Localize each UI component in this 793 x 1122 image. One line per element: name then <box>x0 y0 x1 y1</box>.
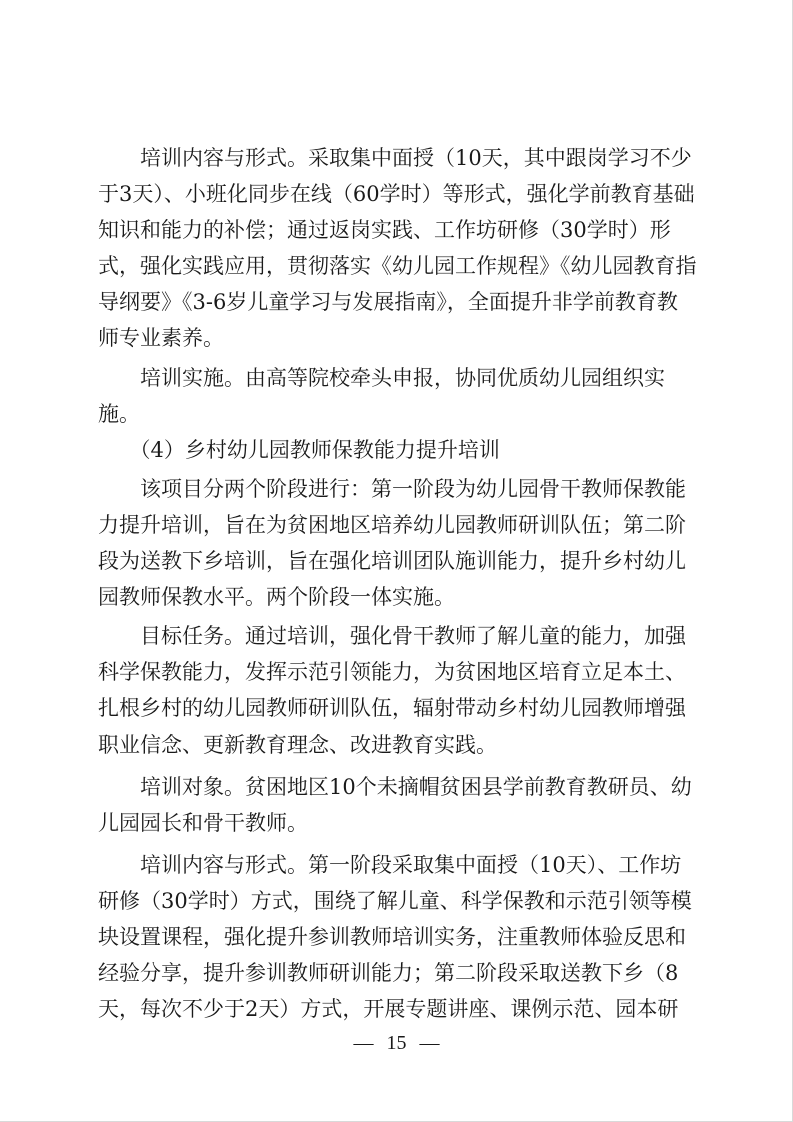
paragraph-training-content-form-2: 培训内容与形式。第一阶段采取集中面授（10天）、工作坊研修（30学时）方式，围绕了解儿童、科学保教和示范引领等模块设置课程，强化提升参训教师培训实务，注重教师体验反思和经验分享，提升参训教师研训能力；第二阶段采取送教下乡（8天，每次不少于2天）方式，开展专题讲座、课例示范、园本研 <box>98 852 692 1022</box>
page-footer <box>0 1032 793 1055</box>
footer-dash-right: — <box>419 1032 440 1054</box>
page-number: 15 <box>386 1032 407 1054</box>
document-body <box>98 140 698 1027</box>
paragraph-training-content-form: 培训内容与形式。采取集中面授（10天，其中跟岗学习不少于3天）、小班化同步在线（60学时）等形式，强化学前教育基础知识和能力的补偿；通过返岗实践、工作坊研修（30学时）形式，强化实践应用，贯彻落实《幼儿园工作规程》《幼儿园教育指导纲要》《3-6岁儿童学习与发展指南》，全面提升非学前教育教师专业素养。 <box>98 146 697 351</box>
section-heading-rural-kindergarten-training: （4）乡村幼儿园教师保教能力提升培训 <box>98 437 500 462</box>
paragraph-training-implementation: 培训实施。由高等院校牵头申报，协同优质幼儿园组织实施。 <box>98 365 665 426</box>
paragraph-project-stages: 该项目分两个阶段进行：第一阶段为幼儿园骨干教师保教能力提升培训，旨在为贫困地区培养幼儿园教师研训队伍；第二阶段为送教下乡培训，旨在强化培训团队施训能力，提升乡村幼儿园教师保教水平。两个阶段一体实施。 <box>98 476 686 610</box>
footer-dash-left: — <box>353 1032 374 1054</box>
paragraph-training-targets: 培训对象。贫困地区10个未摘帽贫困县学前教育教研员、幼儿园园长和骨干教师。 <box>98 774 692 835</box>
paragraph-goals-tasks: 目标任务。通过培训，强化骨干教师了解儿童的能力，加强科学保教能力，发挥示范引领能力，为贫困地区培育立足本土、扎根乡村的幼儿园教师研训队伍，辐射带动乡村幼儿园教师增强职业信念、更新教育理念、改进教育实践。 <box>98 624 686 757</box>
